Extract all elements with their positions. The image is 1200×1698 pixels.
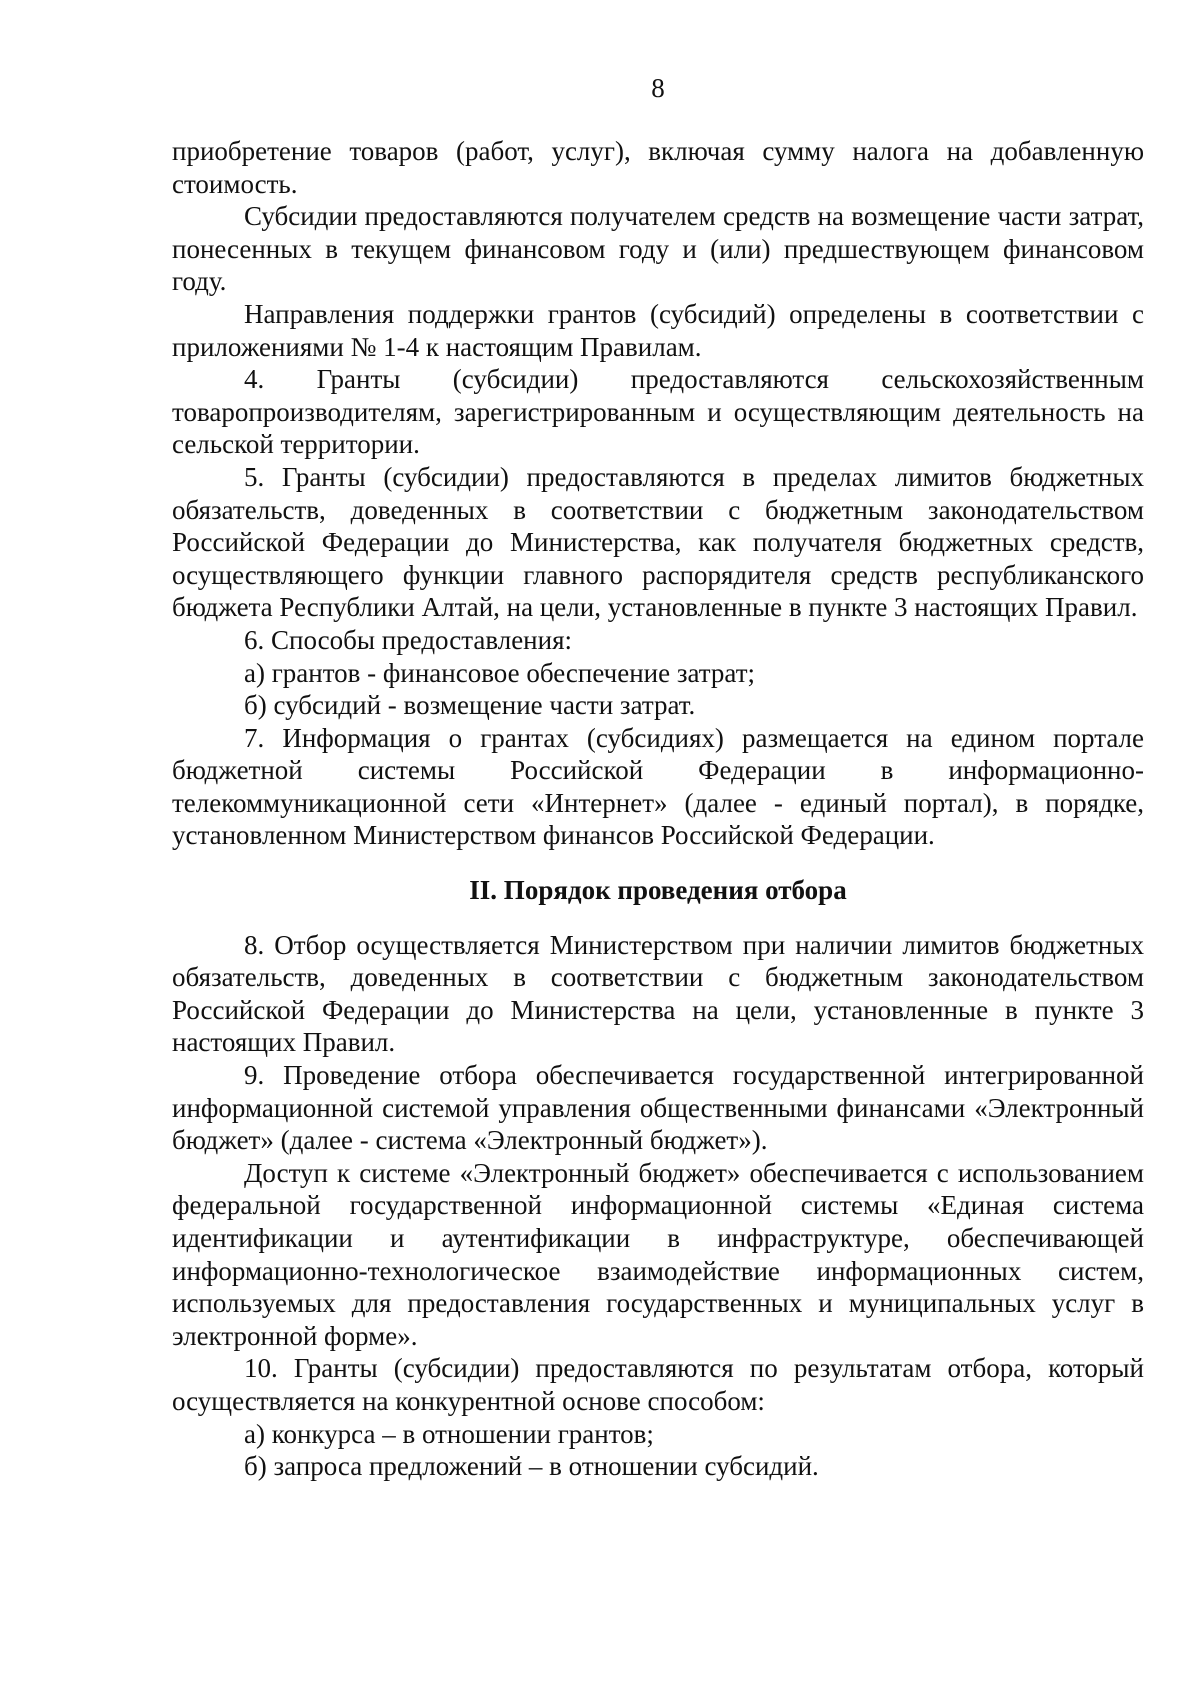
page-number: 8 xyxy=(651,73,665,103)
paragraph-item-8: 8. Отбор осуществляется Министерством при наличии лимитов бюджетных обязательств, доведенных в соответствии с бюджетным законодательством Российской Федерации до Министерства на цели, установленные в пункте 3 настоящих Правил. xyxy=(172,929,1144,1058)
paragraph-item-9: 9. Проведение отбора обеспечивается государственной интегрированной информационной системой управления общественными финансами «Электронный бюджет» (далее - система «Электронный бюджет»). xyxy=(172,1060,1144,1156)
paragraph-item-6a: а) грантов - финансовое обеспечение затрат; xyxy=(244,657,755,688)
paragraph-item-6b: б) субсидий - возмещение части затрат. xyxy=(244,690,696,721)
paragraph-item-5: 5. Гранты (субсидии) предоставляются в пределах лимитов бюджетных обязательств, доведенных в соответствии с бюджетным законодательством Российской Федерации до Министерства, как получателя бюджетных средств, осуществляющего функции главного распорядителя средств республиканского бюджета Республики Алтай, на цели, установленные в пункте 3 настоящих Правил. xyxy=(172,461,1144,623)
paragraph-item-7: 7. Информация о грантах (субсидиях) размещается на едином портале бюджетной системы Российской Федерации в информационно-телекоммуникационной сети «Интернет» (далее - единый портал), в порядке, установленном Министерством финансов Российской Федерации. xyxy=(172,722,1144,851)
paragraph-item-4: 4. Гранты (субсидии) предоставляются сельскохозяйственным товаропроизводителям, зарегистрированным и осуществляющим деятельность на сельской территории. xyxy=(172,364,1144,460)
paragraph-item-10a: а) конкурса – в отношении грантов; xyxy=(244,1418,654,1449)
paragraph-item-6: 6. Способы предоставления: xyxy=(244,624,572,655)
paragraph-item-10b: б) запроса предложений – в отношении субсидий. xyxy=(244,1451,819,1482)
section-title: II. Порядок проведения отбора xyxy=(469,875,847,906)
document-body xyxy=(172,135,1144,1483)
paragraph-item-10: 10. Гранты (субсидии) предоставляются по результатам отбора, который осуществляется на конкурентной основе способом: xyxy=(172,1353,1144,1416)
paragraph-subsidies-reimbursement: Субсидии предоставляются получателем средств на возмещение части затрат, понесенных в текущем финансовом году и (или) предшествующем финансовом году. xyxy=(172,201,1144,297)
paragraph-support-directions: Направления поддержки грантов (субсидий) определены в соответствии с приложениями № 1-4 к настоящим Правилам. xyxy=(172,298,1144,362)
paragraph-access: Доступ к системе «Электронный бюджет» обеспечивается с использованием федеральной государственной информационной системы «Единая система идентификации и аутентификации в инфраструктуре, обеспечивающей информационно-технологическое взаимодействие информационных систем, используемых для предоставления государственных и муниципальных услуг в электронной форме». xyxy=(172,1157,1144,1351)
paragraph-continuation: приобретение товаров (работ, услуг), включая сумму налога на добавленную стоимость. xyxy=(172,136,1144,199)
